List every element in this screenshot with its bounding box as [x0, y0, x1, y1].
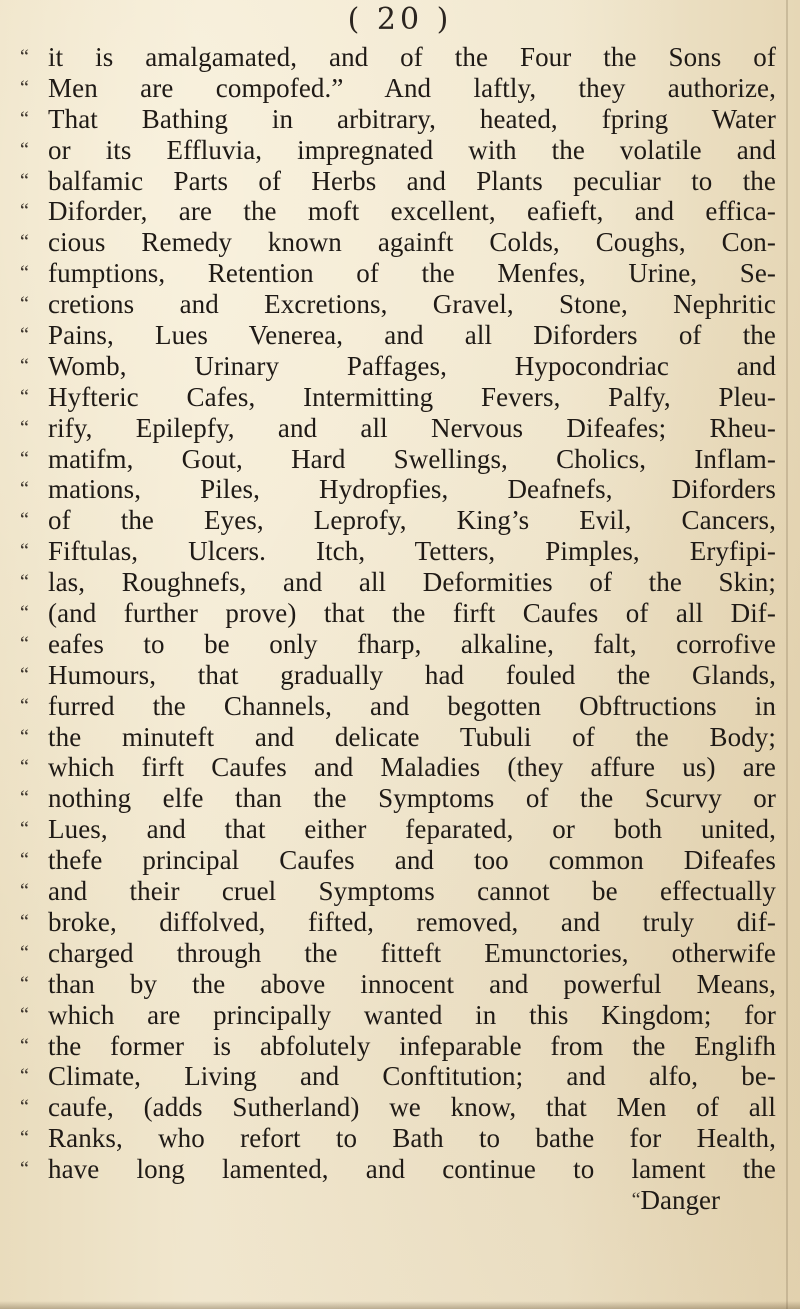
line-text: of the Eyes, Leprofy, King’s Evil, Cancers,: [48, 505, 776, 536]
line-text: Lues, and that either feparated, or both united,: [48, 814, 776, 845]
quote-mark: “: [20, 200, 29, 223]
quote-mark: “: [20, 571, 29, 594]
text-line: [20, 660, 780, 691]
quote-mark: “: [20, 46, 29, 68]
text-line: [20, 567, 780, 598]
quote-mark: “: [20, 787, 29, 810]
line-text: thefe principal Caufes and too common Difeafes: [48, 845, 776, 876]
line-text: furred the Channels, and begotten Obftructions in: [48, 690, 776, 721]
quote-mark: “: [20, 416, 29, 439]
text-line: [20, 1031, 780, 1062]
line-text: mations, Piles, Hydropfies, Deafnefs, Diforders: [48, 474, 776, 505]
text-line: [20, 876, 780, 907]
line-text: broke, diffolved, fifted, removed, and truly dif-: [48, 906, 776, 937]
text-line: [20, 444, 780, 475]
text-line: [20, 73, 780, 104]
line-text: Men are compofed.” And laftly, they authorize,: [48, 72, 776, 103]
text-line: [20, 289, 780, 320]
quote-mark: “: [20, 76, 29, 99]
line-text: or its Effluvia, impregnated with the volatile and: [48, 134, 776, 165]
quote-mark: “: [20, 231, 29, 254]
text-line: [20, 382, 780, 413]
text-line: [20, 938, 780, 969]
line-text: balfamic Parts of Herbs and Plants peculiar to the: [48, 165, 776, 196]
quote-mark: “: [20, 354, 29, 377]
quote-mark: “: [631, 1188, 641, 1211]
text-line: [20, 227, 780, 258]
quote-mark: “: [20, 324, 29, 347]
catchword: Danger: [640, 1184, 720, 1215]
text-line: [20, 722, 780, 753]
text-line: [20, 752, 780, 783]
quote-mark: “: [20, 1158, 29, 1181]
quote-mark: “: [20, 1127, 29, 1150]
body-text: [20, 42, 780, 1216]
text-line: [20, 320, 780, 351]
line-text: Diforder, are the moft excellent, eafieft, and effica-: [48, 196, 776, 227]
quote-mark: “: [20, 447, 29, 470]
line-text: and their cruel Symptoms cannot be effectually: [48, 876, 776, 907]
text-line: [20, 1123, 780, 1154]
text-line: [20, 1000, 780, 1031]
quote-mark: “: [20, 1034, 29, 1057]
line-text: Hyfteric Cafes, Intermitting Fevers, Palfy, Pleu-: [48, 381, 776, 412]
line-text: than by the above innocent and powerful Means,: [48, 968, 776, 999]
text-line: [20, 166, 780, 197]
quote-mark: “: [20, 293, 29, 316]
page-number: ( 20 ): [347, 2, 453, 37]
line-text: nothing elfe than the Symptoms of the Scurvy or: [48, 783, 776, 814]
text-line: [20, 969, 780, 1000]
text-line: [20, 907, 780, 938]
line-text: the former is abfolutely infeparable from the Englifh: [48, 1030, 776, 1061]
line-text: matifm, Gout, Hard Swellings, Cholics, Inflam-: [48, 443, 776, 474]
text-line: [20, 845, 780, 876]
line-text: (and further prove) that the firft Caufes of all Dif-: [48, 598, 776, 629]
line-text: charged through the fitteft Emunctories, otherwife: [48, 937, 776, 968]
quote-mark: “: [20, 849, 29, 872]
quote-mark: “: [20, 880, 29, 903]
text-line: [20, 413, 780, 444]
quote-mark: “: [20, 540, 29, 563]
page-edge-shadow: [786, 0, 788, 1309]
line-text: which are principally wanted in this Kingdom; for: [48, 999, 776, 1030]
quote-mark: “: [20, 1065, 29, 1088]
text-line: [20, 629, 780, 660]
quote-mark: “: [20, 632, 29, 655]
quote-mark: “: [20, 262, 29, 285]
text-line: [20, 135, 780, 166]
line-text: which firft Caufes and Maladies (they affure us) are: [48, 752, 776, 783]
line-text: rify, Epilepfy, and all Nervous Difeafes; Rheu-: [48, 412, 776, 443]
line-text: fumptions, Retention of the Menfes, Urine, Se-: [48, 258, 776, 289]
text-line: [20, 1092, 780, 1123]
text-line: [20, 104, 780, 135]
text-line: [20, 474, 780, 505]
quote-mark: “: [20, 169, 29, 192]
quote-mark: “: [20, 1096, 29, 1119]
quote-mark: “: [20, 138, 29, 161]
text-line: [20, 783, 780, 814]
text-line: [20, 598, 780, 629]
text-line: [20, 1061, 780, 1092]
text-line: [20, 505, 780, 536]
quote-mark: “: [20, 910, 29, 933]
quote-mark: “: [20, 725, 29, 748]
catchword-line: [20, 1185, 780, 1216]
line-text: cious Remedy known againft Colds, Coughs, Con-: [48, 227, 776, 258]
line-text: Ranks, who refort to Bath to bathe for Health,: [48, 1123, 776, 1154]
page-bottom-edge: [0, 1301, 800, 1309]
line-text: eafes to be only fharp, alkaline, falt, corrofive: [48, 628, 776, 659]
line-text: Pains, Lues Venerea, and all Diforders of the: [48, 320, 776, 351]
quote-mark: “: [20, 107, 29, 130]
line-text: have long lamented, and continue to lament the: [48, 1154, 776, 1185]
line-text: That Bathing in arbitrary, heated, fpring Water: [48, 103, 776, 134]
quote-mark: “: [20, 509, 29, 532]
line-text: Climate, Living and Conftitution; and alfo, be-: [48, 1061, 776, 1092]
text-line: [20, 196, 780, 227]
quote-mark: “: [20, 818, 29, 841]
line-text: the minuteft and delicate Tubuli of the Body;: [48, 721, 776, 752]
text-line: [20, 258, 780, 289]
quote-mark: “: [20, 694, 29, 717]
line-text: Humours, that gradually had fouled the Glands,: [48, 659, 776, 690]
line-text: las, Roughnefs, and all Deformities of the Skin;: [48, 567, 776, 598]
quote-mark: “: [20, 756, 29, 779]
text-line: [20, 814, 780, 845]
text-line: [20, 351, 780, 382]
text-line: [20, 42, 780, 73]
line-text: Fiftulas, Ulcers. Itch, Tetters, Pimples, Eryfipi-: [48, 536, 776, 567]
quote-mark: “: [20, 385, 29, 408]
quote-mark: “: [20, 602, 29, 625]
line-text: cretions and Excretions, Gravel, Stone, Nephritic: [48, 289, 776, 320]
quote-mark: “: [20, 941, 29, 964]
line-text: caufe, (adds Sutherland) we know, that Men of all: [48, 1092, 776, 1123]
line-text: it is amalgamated, and of the Four the Sons of: [48, 42, 776, 72]
text-line: [20, 1154, 780, 1185]
quote-mark: “: [20, 478, 29, 501]
quote-mark: “: [20, 1003, 29, 1026]
quote-mark: “: [20, 972, 29, 995]
line-text: Womb, Urinary Paffages, Hypocondriac and: [48, 350, 776, 381]
text-line: [20, 536, 780, 567]
quote-mark: “: [20, 663, 29, 686]
text-line: [20, 691, 780, 722]
